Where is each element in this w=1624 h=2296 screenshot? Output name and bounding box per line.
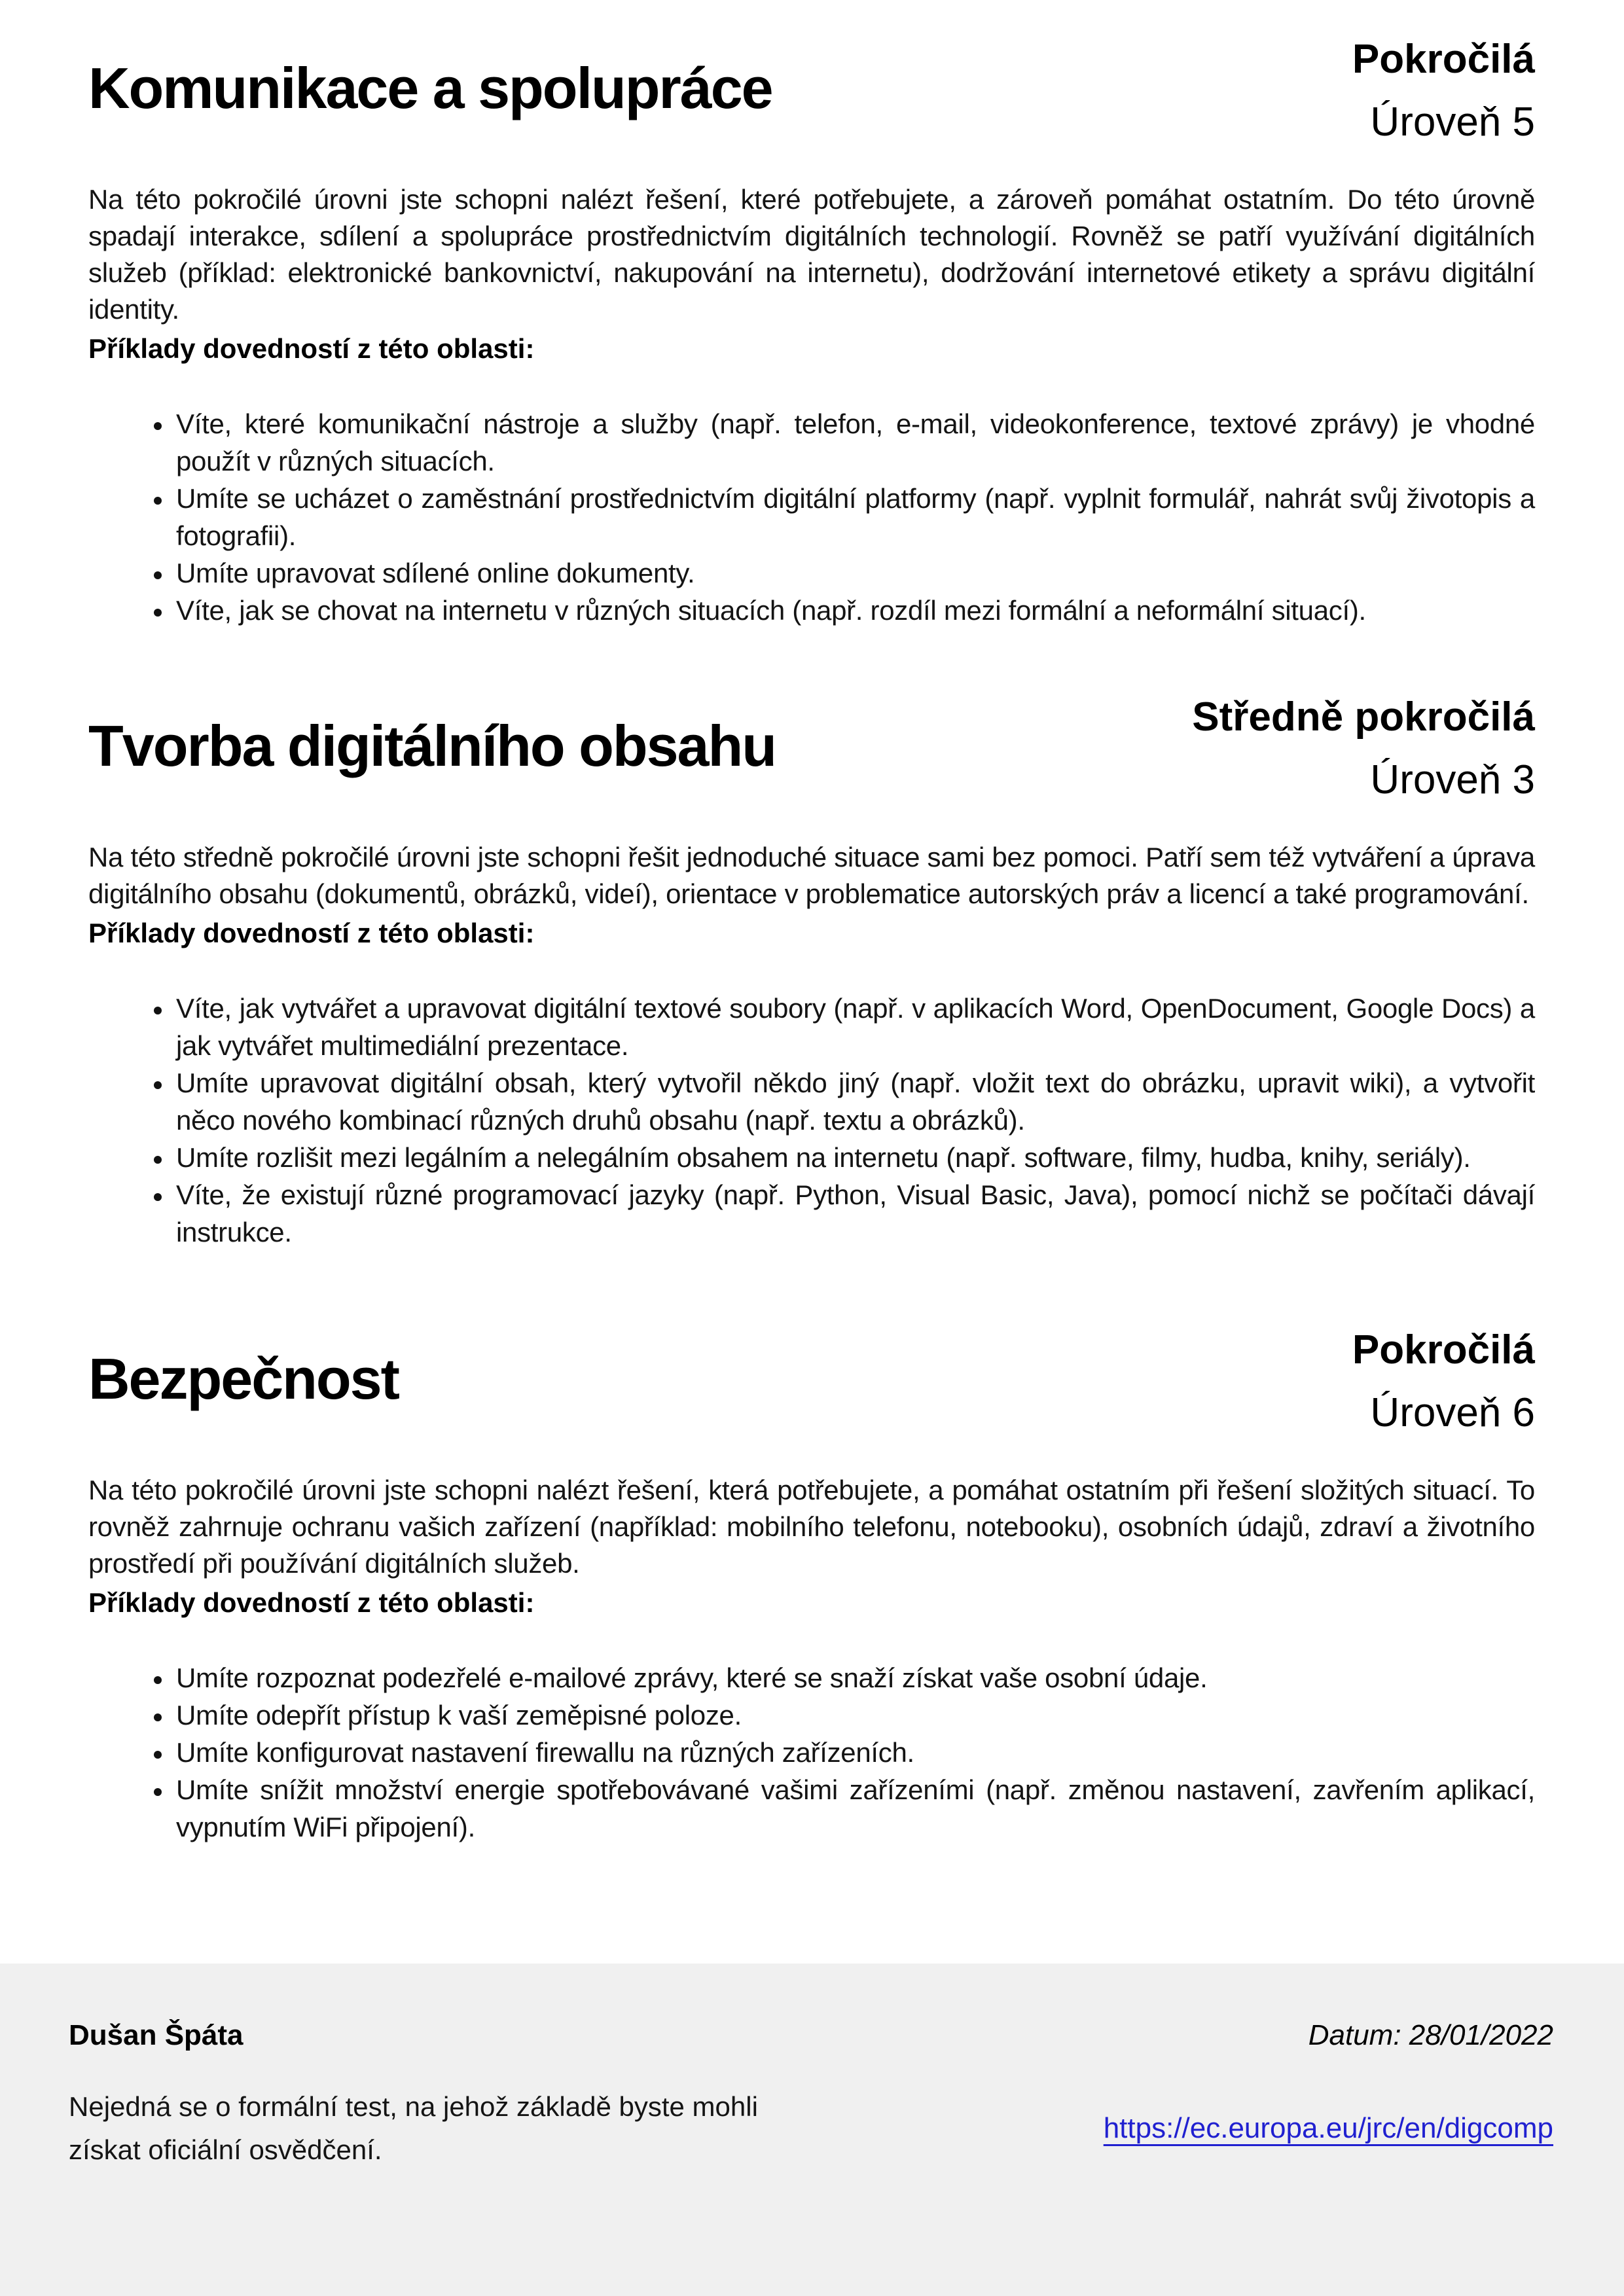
level-number: Úroveň 6 [1370, 1390, 1535, 1435]
section-description: Na této pokročilé úrovni jste schopni nalézt řešení, která potřebujete, a pomáhat ostatním při řešení složitých situací. To rovněž zahrnuje ochranu vašich zařízení (například: mobilního telefonu, notebooku), osobních údajů, zdraví a životního prostředí při používání digitálních služeb. [88, 1475, 1535, 1579]
examples-heading: Příklady dovedností z této oblasti: [88, 1587, 535, 1618]
section-communication [88, 28, 1535, 629]
skills-list [88, 990, 1535, 1251]
disclaimer-note: Nejedná se o formální test, na jehož základě byste mohli získat oficiální osvědčení. [69, 2091, 758, 2165]
section-title: Komunikace a spolupráce [88, 56, 772, 120]
skill-item: • Umíte rozlišit mezi legálním a nelegálním obsahem na internetu (např. software, filmy, hudba, knihy, seriály). [173, 1139, 1535, 1176]
skill-item: • Umíte rozpoznat podezřelé e-mailové zprávy, které se snaží získat vaše osobní údaje. [173, 1659, 1535, 1696]
level-number: Úroveň 5 [1370, 99, 1535, 145]
skill-item: • Umíte se ucházet o zaměstnání prostřednictvím digitální platformy (např. vyplnit formulář, nahrát svůj životopis a fotografii). [173, 480, 1535, 554]
skill-item: • Umíte konfigurovat nastavení firewallu na různých zařízeních. [173, 1734, 1535, 1771]
date-label: Datum: 28/01/2022 [1308, 2019, 1553, 2051]
footer [0, 1964, 1624, 2296]
level-block [1352, 28, 1535, 154]
level-block [1192, 686, 1535, 812]
section-header [88, 28, 1535, 154]
level-label: Pokročilá [1352, 1327, 1535, 1372]
skill-item: • Umíte snížit množství energie spotřebovávané vašimi zařízeními (např. změnou nastavení, zavřením aplikací, vypnutím WiFi připojení). [173, 1771, 1535, 1846]
section-title: Tvorba digitálního obsahu [88, 713, 776, 778]
level-label: Pokročilá [1352, 37, 1535, 82]
section-security [88, 1319, 1535, 1846]
skill-item: • Umíte odepřít přístup k vaší zeměpisné poloze. [173, 1696, 1535, 1734]
skills-list [88, 1659, 1535, 1846]
skill-item: • Víte, jak vytvářet a upravovat digitální textové soubory (např. v aplikacích Word, OpenDocument, Google Docs) a jak vytvářet multimediální prezentace. [173, 990, 1535, 1064]
section-header [88, 1319, 1535, 1444]
examples-heading: Příklady dovedností z této oblasti: [88, 333, 535, 364]
skills-list [88, 405, 1535, 629]
author-name: Dušan Špáta [69, 2019, 244, 2051]
level-number: Úroveň 3 [1370, 757, 1535, 802]
level-label: Středně pokročilá [1192, 694, 1535, 740]
footer-identity-row [69, 2018, 1553, 2053]
section-content-creation [88, 686, 1535, 1251]
skill-item: • Umíte upravovat sdílené online dokumenty. [173, 554, 1535, 592]
footer-note-row [69, 2085, 1553, 2172]
section-title: Bezpečnost [88, 1346, 399, 1411]
digcomp-link[interactable]: https://ec.europa.eu/jrc/en/digcomp [1103, 2112, 1553, 2144]
section-description: Na této středně pokročilé úrovni jste schopni řešit jednoduché situace sami bez pomoci. Patří sem též vytváření a úprava digitálního obsahu (dokumentů, obrázků, videí), orientace v problematice autorských práv a licencí a také programování. [88, 842, 1535, 909]
level-block [1352, 1319, 1535, 1444]
section-description: Na této pokročilé úrovni jste schopni nalézt řešení, které potřebujete, a zároveň pomáhat ostatním. Do této úrovně spadají interakce, sdílení a spolupráce prostřednictvím digitálních technologií. Rovněž se patří využívání digitálních služeb (příklad: elektronické bankovnictví, nakupování na internetu), dodržování internetové etikety a správu digitální identity. [88, 184, 1535, 325]
skill-item: • Víte, že existují různé programovací jazyky (např. Python, Visual Basic, Java), pomocí nichž se počítači dávají instrukce. [173, 1176, 1535, 1251]
section-header [88, 686, 1535, 812]
skill-item: • Umíte upravovat digitální obsah, který vytvořil někdo jiný (např. vložit text do obrázku, upravit wiki), a vytvořit něco nového kombinací různých druhů obsahu (např. textu a obrázků). [173, 1064, 1535, 1139]
skill-item: • Víte, jak se chovat na internetu v různých situacích (např. rozdíl mezi formální a neformální situací). [173, 592, 1535, 629]
examples-heading: Příklady dovedností z této oblasti: [88, 918, 535, 948]
skill-item: • Víte, které komunikační nástroje a služby (např. telefon, e-mail, videokonference, textové zprávy) je vhodné použít v různých situacích. [173, 405, 1535, 480]
